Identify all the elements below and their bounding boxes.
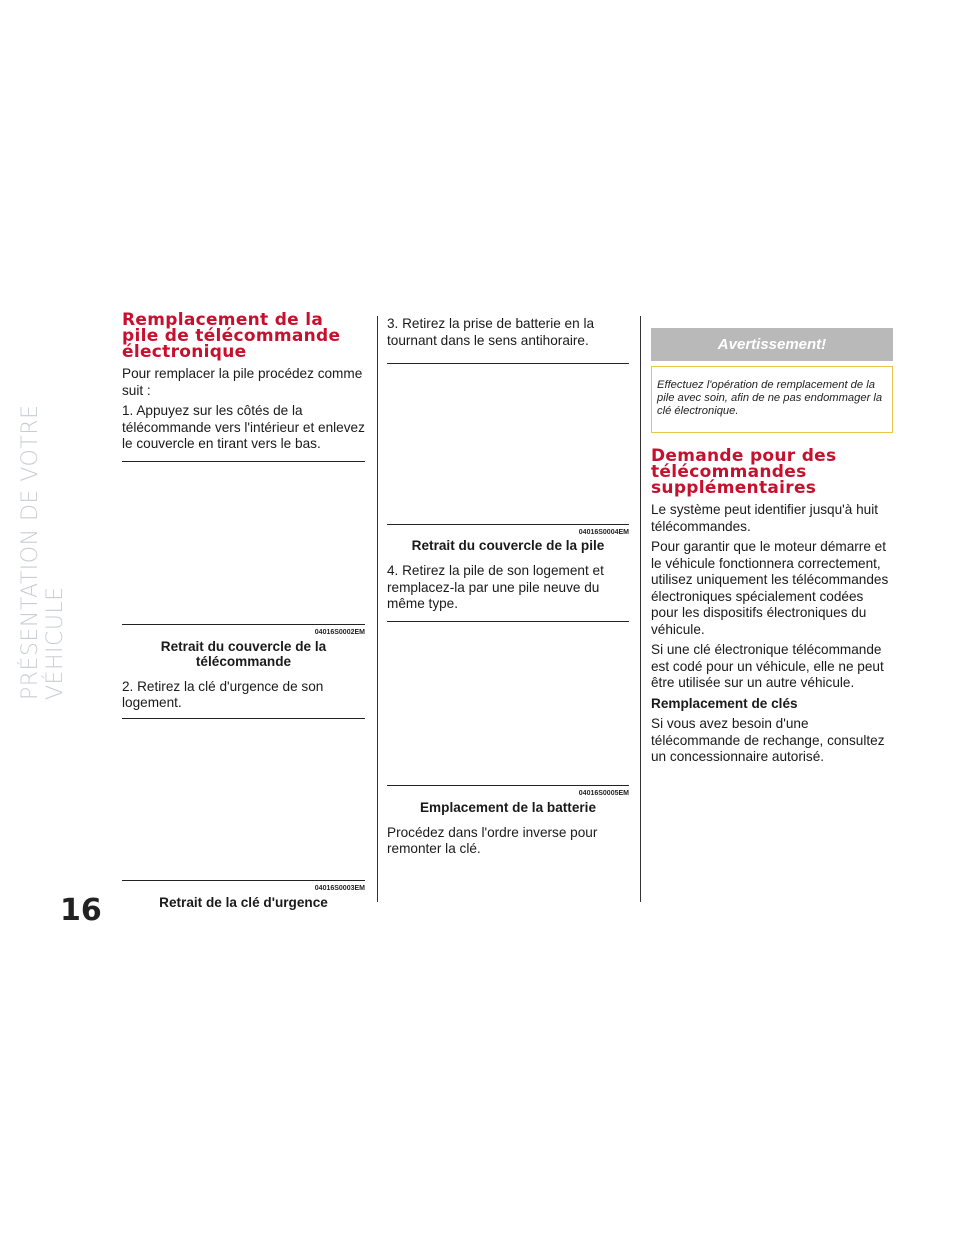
figure-emergency-key: [122, 718, 365, 892]
step-3-text: 3. Retirez la prise de batterie en la tournant dans le sens antihoraire.: [387, 316, 595, 348]
figure-caption: Retrait du couvercle de la télécommande: [160, 638, 327, 669]
column-3: [651, 312, 893, 770]
step-1-text: 1. Appuyez sur les côtés de la télécommande vers l'intérieur et enlevez le couvercle en tirant vers le bas.: [122, 403, 365, 451]
closing-text: Procédez dans l'ordre inverse pour remonter la clé.: [387, 824, 598, 856]
section-side-title: PRÉSENTATION DE VOTRE VÉHICULE: [18, 404, 68, 700]
warning-box: Effectuez l'opération de remplacement de la pile avec soin, afin de ne pas endommager la clé électronique.: [651, 366, 893, 433]
figure-code: 04016S0002EM: [314, 628, 365, 636]
figure-remote-cover: [122, 461, 365, 636]
column-2: [387, 316, 629, 862]
paragraph: Pour garantir que le moteur démarre et le véhicule fonctionnera correctement, utilisez uniquement les télécommandes électroniques spécialement codées pour les dispositifs électroniques du véhicule.: [651, 539, 889, 637]
step-2-text: 2. Retirez la clé d'urgence de son logement.: [122, 678, 324, 710]
figure-battery-location: [387, 621, 629, 797]
paragraph: Le système peut identifier jusqu'à huit télécommandes.: [651, 502, 879, 534]
column-divider-2: [640, 316, 641, 902]
warning-header: Avertissement!: [651, 328, 893, 361]
paragraph: Si vous avez besoin d'une télécommande de rechange, consultez un concessionnaire autorisé.: [651, 716, 885, 764]
column-1: [122, 312, 365, 920]
step-4-text: 4. Retirez la pile de son logement et remplacez-la par une pile neuve du même type.: [387, 563, 604, 611]
figure-caption: Emplacement de la batterie: [419, 799, 597, 815]
section-heading-battery: Remplacement de la pile de télécommande électronique: [122, 310, 341, 362]
page-number: 16: [60, 893, 102, 928]
figure-code: 04016S0004EM: [578, 529, 629, 536]
figure-caption: Retrait de la clé d'urgence: [159, 894, 328, 910]
figure-code: 04016S0005EM: [578, 789, 629, 797]
figure-code: 04016S0003EM: [314, 884, 365, 892]
paragraph: Si une clé électronique télécommande est codé pour un véhicule, elle ne peut être utilisée sur un autre véhicule.: [651, 642, 884, 690]
column-divider-1: [377, 316, 378, 902]
intro-text: Pour remplacer la pile procédez comme suit :: [122, 366, 363, 398]
section-heading-extra-remotes: Demande pour des télécommandes supplémentaires: [651, 446, 837, 498]
figure-caption: Retrait du couvercle de la pile: [411, 538, 605, 553]
figure-battery-cover: [387, 363, 629, 536]
subheading-key-replacement: Remplacement de clés: [651, 695, 798, 711]
